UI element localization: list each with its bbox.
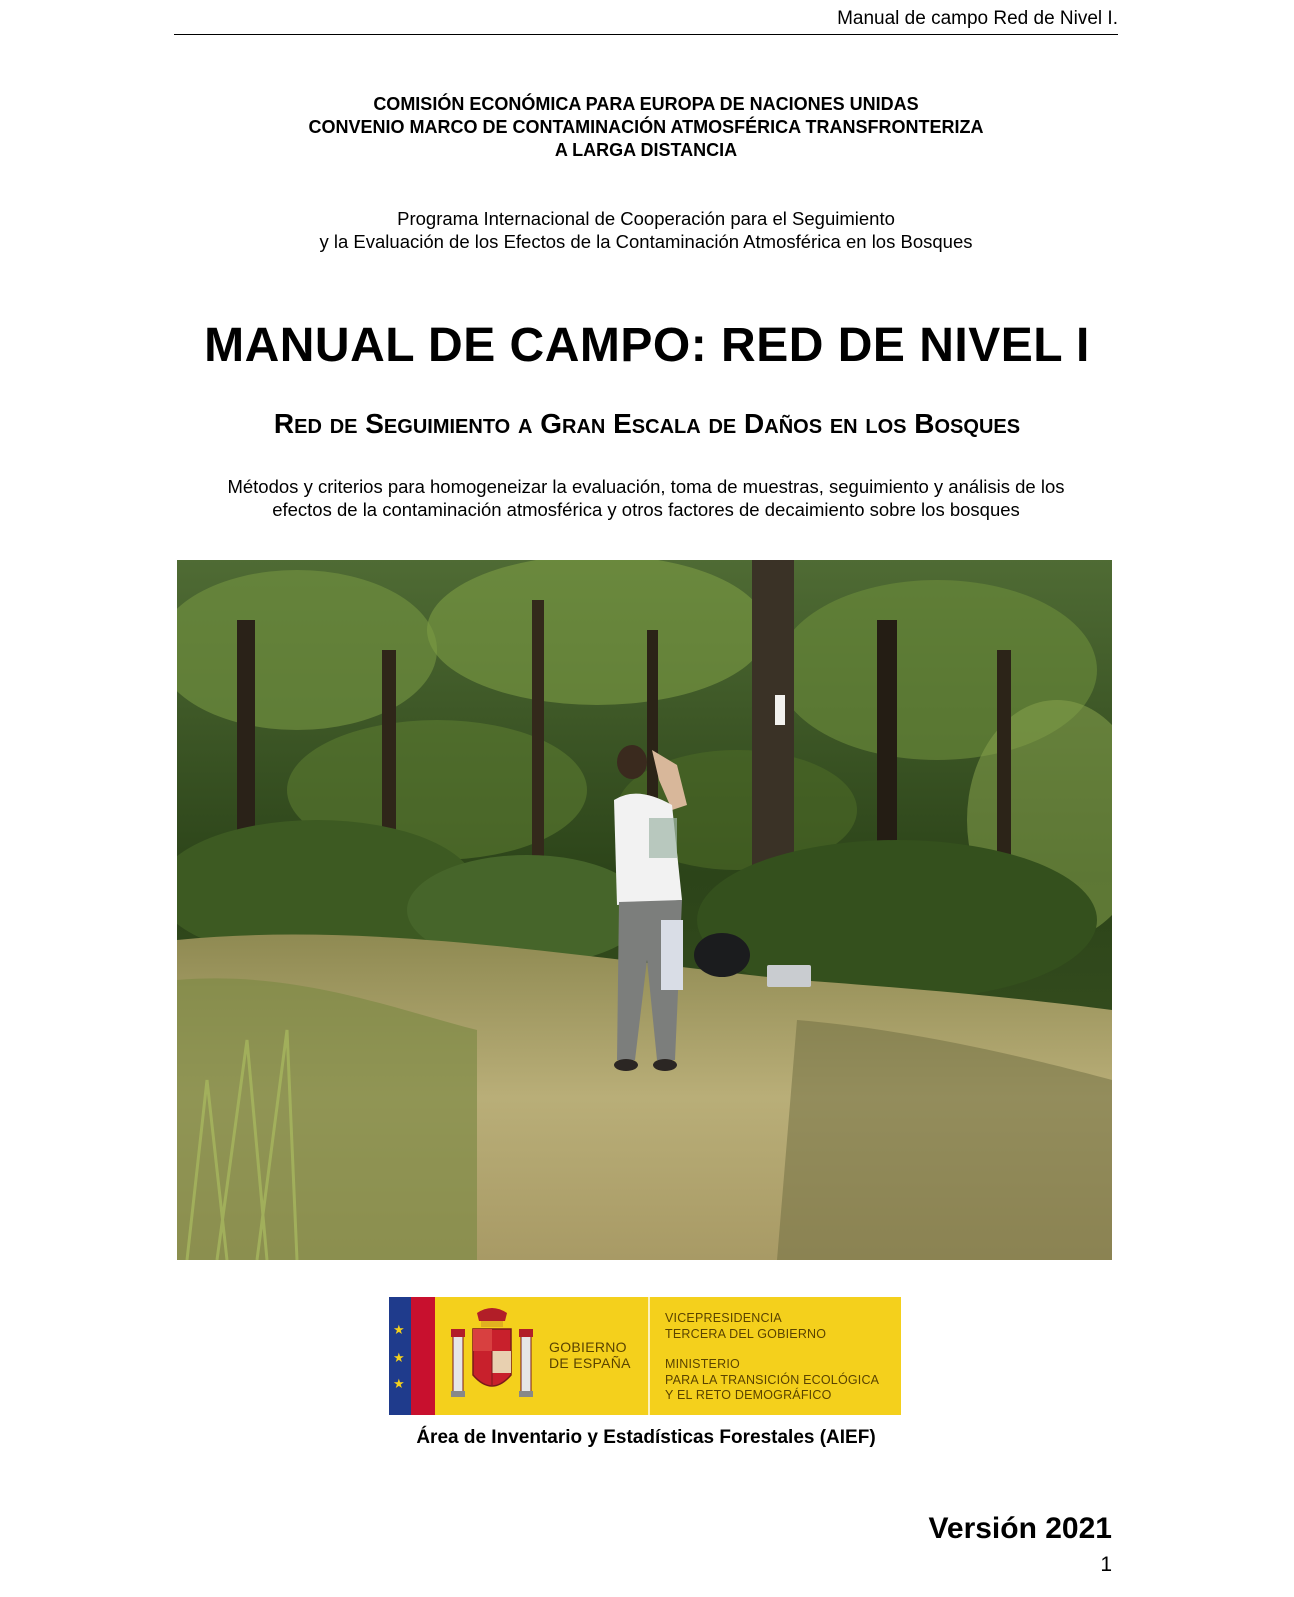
ministry-line-3: MINISTERIO [665,1357,740,1371]
department-name: Área de Inventario y Estadísticas Forestales (AIEF) [416,1427,876,1448]
logo-divider [648,1297,650,1415]
government-logo [389,1297,901,1415]
organization-line-1: COMISIÓN ECONÓMICA PARA EUROPA DE NACIONES UNIDAS [373,94,919,114]
document-subtitle: Red de Seguimiento a Gran Escala de Daños en los Bosques [273,408,1021,439]
ministry-line-1: VICEPRESIDENCIA [665,1311,782,1325]
organization-line-2: CONVENIO MARCO DE CONTAMINACIÓN ATMOSFÉRICA TRANSFRONTERIZA [308,117,984,137]
document-title: MANUAL DE CAMPO: RED DE NIVEL I [204,319,1090,372]
running-header: Manual de campo Red de Nivel I. [174,8,1118,35]
ministry-label [665,1311,879,1404]
organization-block [174,93,1118,162]
description-line-1: Métodos y criterios para homogeneizar la evaluación, toma de muestras, seguimiento y análisis de los [227,476,1065,497]
government-label [549,1339,631,1371]
cover-photo [177,560,1112,1260]
gov-line-2: DE ESPAÑA [549,1355,631,1371]
program-line-2: y la Evaluación de los Efectos de la Contaminación Atmosférica en los Bosques [319,231,973,252]
star-icon: ★ [393,1322,405,1337]
document-description [174,475,1118,521]
coat-of-arms-icon [447,1305,537,1409]
star-icon: ★ [393,1350,405,1365]
spain-flag-stripe [411,1297,435,1415]
page-number: 1 [1100,1553,1112,1576]
ministry-line-2: TERCERA DEL GOBIERNO [665,1326,827,1341]
description-line-2: efectos de la contaminación atmosférica y otros factores de decaimiento sobre los bosques [272,499,1020,520]
star-icon: ★ [393,1376,405,1391]
ministry-line-5: Y EL RETO DEMOGRÁFICO [665,1388,832,1402]
organization-line-3: A LARGA DISTANCIA [554,140,738,160]
gov-line-1: GOBIERNO [549,1339,627,1355]
program-block [174,207,1118,253]
program-line-1: Programa Internacional de Cooperación para el Seguimiento [397,208,895,229]
ministry-line-4: PARA LA TRANSICIÓN ECOLÓGICA [665,1372,880,1387]
version-label: Versión 2021 [928,1512,1112,1545]
